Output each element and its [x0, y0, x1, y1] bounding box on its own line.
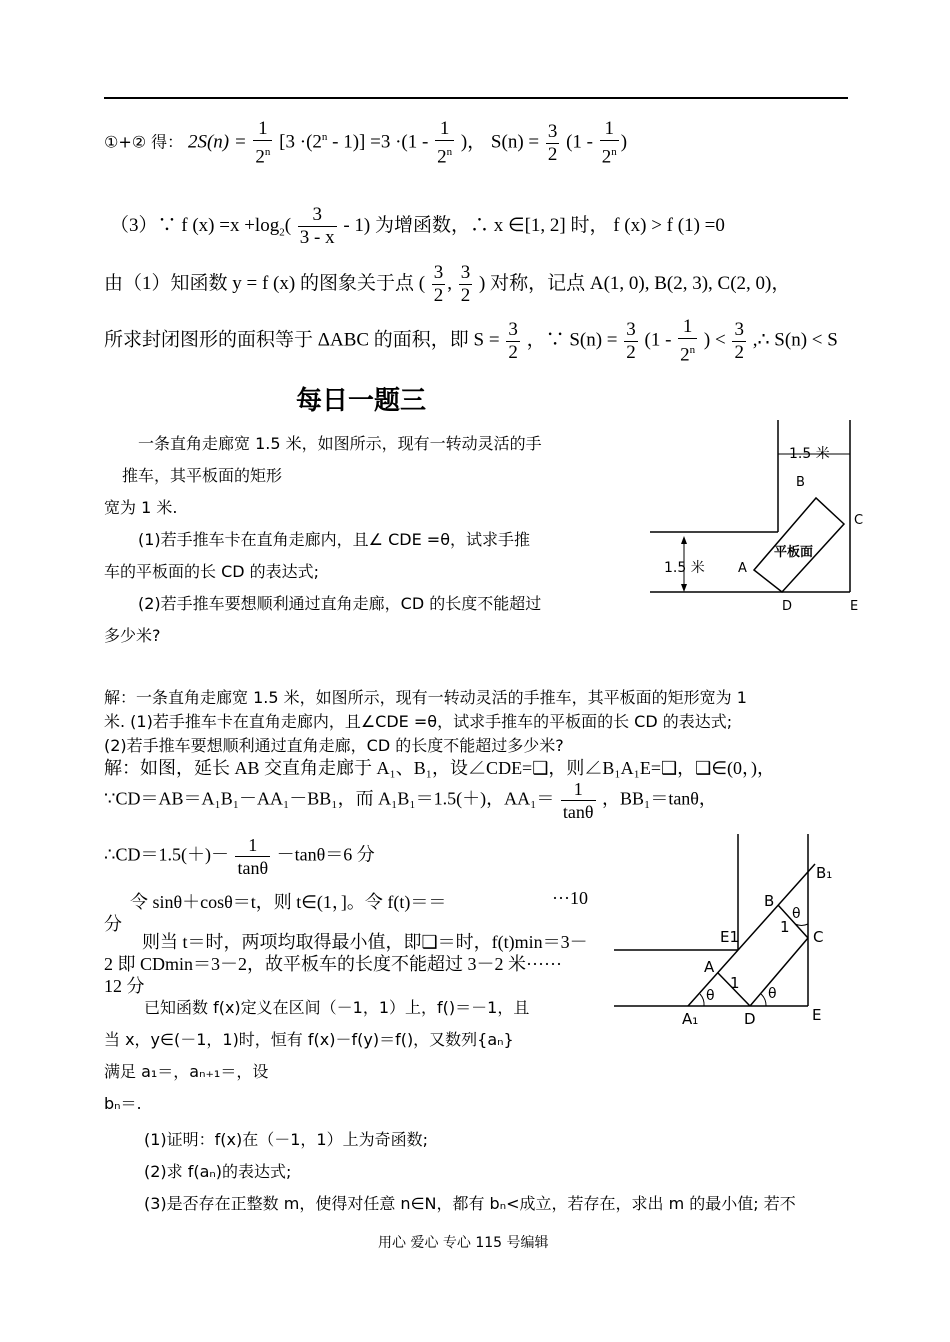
problem-2-text: 已知函数 f(x)定义在区间（－1，1）上，f()＝－1，且 当 x，y∈(－1，1)时，恒有 f(x)－f(y)＝f()，又数列{aₙ} 满足 a₁＝，aₙ₊₁＝，设 bₙ＝. — [104, 998, 530, 1113]
solution-line-10: 2 即 CDmin＝3－2，故平板车的长度不能超过 3－2 米······ — [104, 954, 562, 974]
fig1-label-c: C — [854, 513, 864, 528]
section-heading: 每日一题三 — [296, 386, 427, 416]
fig1-label-e: E — [850, 599, 859, 614]
problem-2-parts: (1)证明：f(x)在（－1，1）上为奇函数; (2)求 f(aₙ)的表达式; (3)是否存在正整数 m，使得对任意 n∈N，都有 bₙ<成立，若存在，求出 m 的最小值; 若不 — [144, 1130, 796, 1213]
solution-line-11: 12 分 — [104, 976, 145, 996]
frac-3-over-3-minus-x: $\frac{3}{3 - x}$ — [299, 204, 335, 248]
frac-1-over-2n: $\frac{1}{2^n}$ — [255, 118, 271, 168]
fig1-label-b: B — [796, 475, 805, 490]
solution-line-9: 则当 t＝时，两项均取得最小值，即❑＝时，f(t)min＝3－ — [142, 932, 588, 952]
solution-line-5: ∵CD＝AB＝A₁B₁－AA₁－BB₁，而 A₁B₁＝1.5(＋)，AA₁＝ $\frac{1}{\tan\theta}$ ，BB₁＝tanθ， — [104, 779, 717, 822]
eq1-2s: 2S(n) = — [187, 131, 247, 153]
fig2-label-one-a: 1 — [780, 918, 790, 936]
fig1-label-board: 平板面 — [774, 545, 814, 560]
fig2-label-b1: B₁ — [816, 864, 833, 882]
fig2-label-a: A — [704, 958, 715, 976]
frac-1-over-2n-c: $\frac{1}{2^n}$ — [601, 118, 617, 168]
solution-line-8: 分 — [104, 914, 122, 934]
fig2-label-theta-a: θ — [706, 988, 715, 1004]
solution-line-6: ∴CD＝1.5(＋)－ $\frac{1}{\tan\theta}$ －tanθ＝6 分 — [104, 835, 375, 878]
symmetry-line: 由（1）知函数 y = f (x) 的图象关于点 ( $\frac{3}{2}$ , $\frac{3}{2}$ ) 对称，记点 A(1, 0), B(2, 3), C(2, 0)， — [104, 262, 791, 306]
fig1-label-d: D — [782, 599, 793, 614]
fig2-label-one-b: 1 — [730, 974, 740, 992]
solution-line-7: 令 sinθ＋cosθ＝t，则 t∈(1，]。令 f(t)＝＝ — [130, 892, 447, 912]
fig2-label-e: E — [812, 1006, 822, 1024]
page-footer: 用心 爱心 专心 115 号编辑 — [378, 1235, 549, 1251]
frac-1-over-2n-b: $\frac{1}{2^n}$ — [437, 118, 453, 168]
frac-3-over-2: $\frac{3}{2}$ — [547, 120, 558, 165]
corridor-figure-2 — [610, 834, 850, 1034]
fig2-label-theta-c: θ — [792, 906, 801, 922]
equation-line-1: ①+② 得： 2S(n) = $\frac{1}{2^n}$ $[3 \cdot(2^n - 1)] =3 \cdot(1$ - $\frac{1}{2^n}$ )， S(n) = $\frac{3}{2}$ (1 - $\frac{1}{2^n}$ ) — [104, 118, 628, 168]
fig2-label-e1: E1 — [720, 928, 740, 946]
fig2-label-b: B — [764, 892, 775, 910]
fig2-label-d: D — [744, 1010, 756, 1028]
solution-text: 解：一条直角走廊宽 1.5 米，如图所示，现有一转动灵活的手推车，其平板面的矩形宽为 1 米. (1)若手推车卡在直角走廊内，且∠CDE =θ，试求手推车的平板面的长 CD 的表达式; (2)若手推车要想顺利通过直角走廊，CD 的长度不能超过多少米? — [104, 688, 747, 755]
eq1-mid: [3 ·(2 — [279, 131, 322, 153]
header-rule — [104, 97, 848, 99]
fig2-label-a1: A₁ — [682, 1010, 699, 1028]
eq1-prefix: ①+② 得： — [104, 132, 184, 152]
solution-line-4: 解：如图，延长 AB 交直角走廊于 A₁、B₁，设∠CDE=❑，则∠B₁A₁E=❑，❑∈(0，)， — [104, 758, 775, 778]
fig1-label-width-left: 1.5 米 — [664, 560, 705, 576]
fig1-label-width-top: 1.5 米 — [789, 446, 830, 462]
fig1-label-a: A — [738, 561, 747, 576]
problem-text: 一条直角走廊宽 1.5 米，如图所示，现有一转动灵活的手 推车，其平板面的矩形 宽为 1 米. (1)若手推车卡在直角走廊内，且∠ CDE =θ，试求手推 车的平板面的长 CD 的表达式; (2)若手推车要想顺利通过直角走廊，CD 的长度不能超过 多少米? — [104, 434, 542, 645]
area-line: 所求封闭图形的面积等于 ΔABC 的面积，即 S = $\frac{3}{2}$ ，∵ S(n) = $\frac{3}{2}$ (1 - $\frac{1}{2^n}$ ) < $\frac{3}{2}$ ,∴ S(n) < S — [104, 316, 838, 366]
fig2-label-c: C — [813, 928, 824, 946]
fig2-label-theta-b: θ — [768, 986, 777, 1002]
part3-line: （3）∵ f $(x) =x +\log_2$( $\frac{3}{3 - x}$ - 1) 为增函数，∴ x ∈[1, 2] 时， f (x) > f (1) =0 — [110, 204, 725, 248]
corridor-figure-1 — [646, 420, 886, 620]
solution-line-7-end: ···10 — [552, 888, 588, 908]
